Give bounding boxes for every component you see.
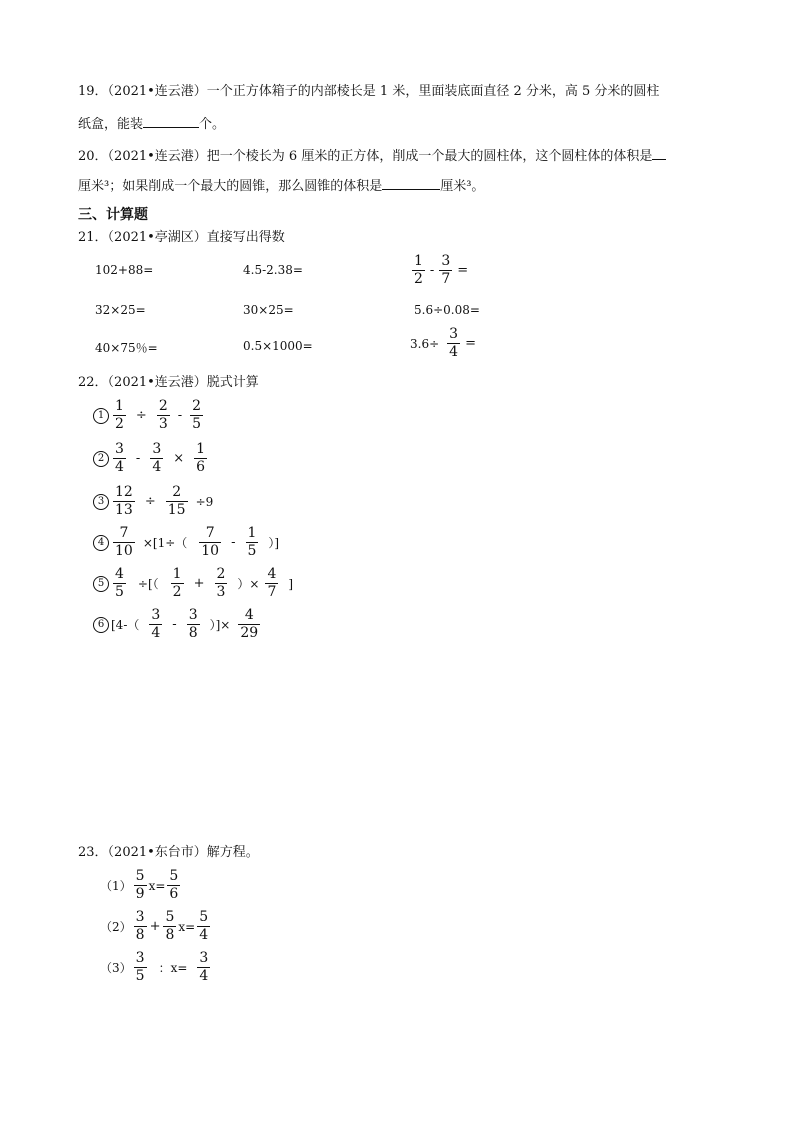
q21-item-a3: $\frac{1}{2}$ - $\frac{3}{7}$ = — [414, 253, 469, 287]
q23-eq-2: （2） $\frac{3}{8}$ + $\frac{5}{8}$ x= $\frac{5}{4}$ — [100, 909, 209, 943]
q23-eq-1: （1） $\frac{5}{9}$ x= $\frac{5}{6}$ — [100, 868, 179, 902]
fraction: $\frac{5}{9}$ — [135, 868, 145, 902]
q21-item-b1: 32×25= — [95, 303, 146, 317]
fraction: $\frac{3}{4}$ — [449, 326, 459, 360]
fraction: $\frac{7}{10}$ — [201, 525, 220, 559]
item-number: 1 — [93, 408, 109, 424]
fraction: $\frac{3}{4}$ — [151, 607, 161, 641]
q23-title: 23．（2021•东台市）解方程。 — [78, 845, 259, 860]
fraction: $\frac{2}{5}$ — [192, 398, 202, 432]
q23-eq-3: （3） $\frac{3}{5}$ ：x= $\frac{3}{4}$ — [100, 950, 209, 984]
item-number: 2 — [93, 451, 109, 467]
item-label: （3） — [100, 961, 132, 975]
fraction: $\frac{3}{7}$ — [441, 253, 451, 287]
item-label: （2） — [100, 920, 132, 934]
fraction: $\frac{3}{8}$ — [135, 909, 145, 943]
q21-item-a2: 4.5-2.38= — [243, 263, 303, 277]
fraction: $\frac{1}{2}$ — [172, 566, 182, 600]
q20-text-2: 厘米³；如果削成一个最大的圆锥，那么圆锥的体积是 — [78, 179, 383, 194]
q19-text-b: 个。 — [199, 117, 226, 132]
q20-line2 — [78, 175, 484, 197]
section-title-calculation: 三、计算题 — [78, 207, 148, 223]
fraction: $\frac{12}{13}$ — [115, 484, 133, 518]
fraction: $\frac{5}{8}$ — [165, 909, 175, 943]
fraction: $\frac{1}{5}$ — [247, 525, 257, 559]
q20-text-1: 20．（2021•连云港）把一个棱长为 6 厘米的正方体，削成一个最大的圆柱体，这个圆柱体的体积是 — [78, 149, 653, 164]
fraction: $\frac{1}{2}$ — [414, 253, 423, 287]
fraction: $\frac{3}{8}$ — [188, 607, 198, 641]
fraction: $\frac{5}{6}$ — [169, 868, 179, 902]
q22-expr-1: 1 $\frac{1}{2}$ ÷ $\frac{2}{3}$ - $\frac{2}{5}$ — [93, 398, 205, 433]
q19-line2 — [78, 113, 225, 135]
q20-answer-blank-2[interactable] — [382, 175, 440, 190]
q22-expr-5: 5 $\frac{4}{5}$ ÷[（ $\frac{1}{2}$ + $\frac{2}{3}$ ）× $\frac{4}{7}$ ] — [93, 566, 293, 601]
fraction: $\frac{1}{2}$ — [115, 398, 124, 432]
item-number: 3 — [93, 494, 109, 510]
fraction: $\frac{3}{4}$ — [115, 441, 124, 475]
fraction: $\frac{7}{10}$ — [115, 525, 133, 559]
q20-line1 — [78, 145, 666, 167]
fraction: $\frac{1}{6}$ — [196, 441, 206, 475]
q20-answer-blank-1[interactable] — [652, 145, 666, 160]
fraction: $\frac{3}{5}$ — [135, 950, 145, 984]
item-number: 6 — [93, 617, 109, 633]
q21-item-b3: 5.6÷0.08= — [414, 303, 480, 317]
q21-title: 21．（2021•亭湖区）直接写出得数 — [78, 230, 285, 245]
q21-item-b2: 30×25= — [243, 303, 294, 317]
fraction: $\frac{4}{5}$ — [115, 566, 124, 600]
q22-expr-2: 2 $\frac{3}{4}$ - $\frac{3}{4}$ × $\frac{1}{6}$ — [93, 441, 209, 476]
item-number: 5 — [93, 576, 109, 592]
q22-expr-3: 3 $\frac{12}{13}$ ÷ $\frac{2}{15}$ ÷9 — [93, 484, 213, 519]
q22-expr-6: 6 [4-（ $\frac{3}{4}$ - $\frac{3}{8}$ ）]× $\frac{4}{29}$ — [93, 607, 262, 642]
q21-item-c2: 0.5×1000= — [243, 339, 313, 353]
q19-answer-blank[interactable] — [143, 113, 199, 128]
item-label: （1） — [100, 879, 132, 893]
q22-title: 22．（2021•连云港）脱式计算 — [78, 375, 259, 390]
fraction: $\frac{4}{29}$ — [240, 607, 259, 641]
fraction: $\frac{2}{3}$ — [216, 566, 226, 600]
item-number: 4 — [93, 535, 109, 551]
fraction: $\frac{3}{4}$ — [199, 950, 209, 984]
fraction: $\frac{2}{3}$ — [158, 398, 168, 432]
q19-text-a: 纸盒，能装 — [78, 117, 144, 132]
fraction: $\frac{2}{15}$ — [167, 484, 186, 518]
q19-line1: 19．（2021•连云港）一个正方体箱子的内部棱长是 1 米，里面装底面直径 2 分米，高 5 分米的圆柱 — [78, 84, 660, 99]
q22-expr-4: 4 $\frac{7}{10}$ ×[1÷（ $\frac{7}{10}$ - $\frac{1}{5}$ ）] — [93, 525, 279, 560]
q21-item-a1: 102+88= — [95, 263, 154, 277]
q21-item-c3: 3.6÷ $\frac{3}{4}$ = — [410, 326, 476, 360]
q21-item-c1: 40×75％= — [95, 341, 158, 355]
fraction: $\frac{5}{4}$ — [199, 909, 209, 943]
fraction: $\frac{3}{4}$ — [152, 441, 162, 475]
fraction: $\frac{4}{7}$ — [267, 566, 277, 600]
q20-text-3: 厘米³。 — [440, 179, 485, 194]
